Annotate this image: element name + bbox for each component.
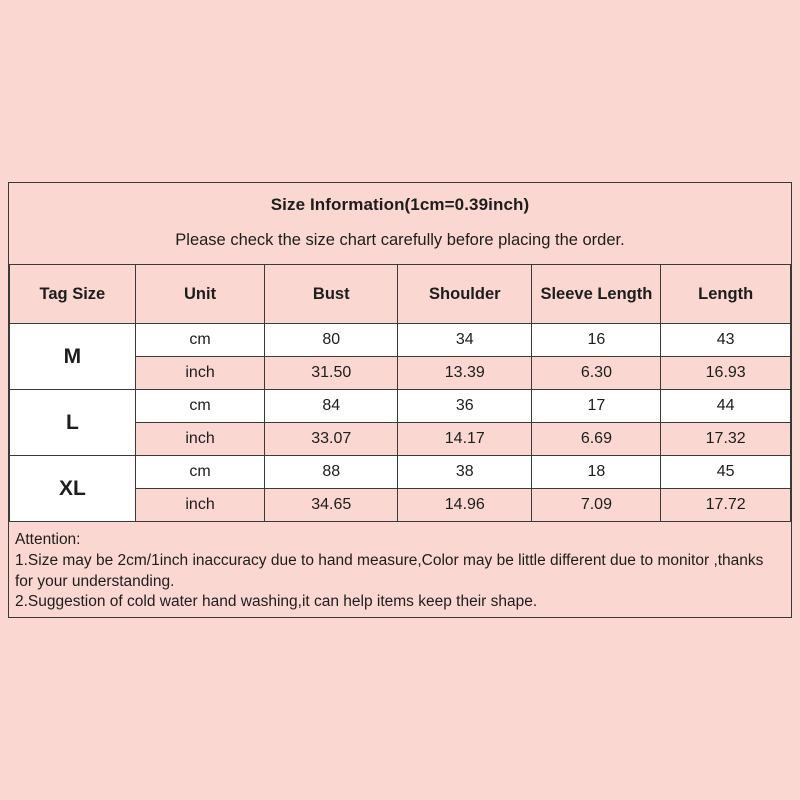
tag-size-cell: XL (10, 456, 136, 522)
sleeve-length-cell: 6.69 (532, 423, 661, 456)
bust-cell: 88 (265, 456, 398, 489)
shoulder-cell: 14.17 (398, 423, 532, 456)
length-cell: 43 (661, 324, 791, 357)
sleeve-length-cell: 7.09 (532, 489, 661, 522)
attention-notes (9, 522, 791, 613)
attention-line-2: 2.Suggestion of cold water hand washing,it can help items keep their shape. (15, 593, 538, 611)
shoulder-cell: 34 (398, 324, 532, 357)
shoulder-cell: 36 (398, 390, 532, 423)
tag-size-cell: M (10, 324, 136, 390)
column-header-sleeve-length: Sleeve Length (532, 265, 661, 324)
length-cell: 44 (661, 390, 791, 423)
length-cell: 45 (661, 456, 791, 489)
size-table (9, 264, 791, 522)
bust-cell: 84 (265, 390, 398, 423)
length-cell: 16.93 (661, 357, 791, 390)
bust-cell: 33.07 (265, 423, 398, 456)
page-subtitle: Please check the size chart carefully before placing the order. (175, 231, 625, 249)
table-row (10, 324, 791, 357)
table-row (10, 456, 791, 489)
column-header-unit: Unit (135, 265, 265, 324)
unit-cell: inch (135, 357, 265, 390)
sleeve-length-cell: 16 (532, 324, 661, 357)
unit-cell: cm (135, 456, 265, 489)
unit-cell: inch (135, 423, 265, 456)
column-header-shoulder: Shoulder (398, 265, 532, 324)
sleeve-length-cell: 17 (532, 390, 661, 423)
bust-cell: 34.65 (265, 489, 398, 522)
column-header-length: Length (661, 265, 791, 324)
unit-cell: cm (135, 324, 265, 357)
size-chart-frame (8, 182, 792, 618)
bust-cell: 80 (265, 324, 398, 357)
page-title: Size Information(1cm=0.39inch) (270, 195, 530, 214)
sleeve-length-cell: 6.30 (532, 357, 661, 390)
attention-line-1: 1.Size may be 2cm/1inch inaccuracy due to hand measure,Color may be little different due to monitor ,thanks for your understanding. (15, 551, 764, 590)
bust-cell: 31.50 (265, 357, 398, 390)
column-header-bust: Bust (265, 265, 398, 324)
unit-cell: cm (135, 390, 265, 423)
tag-size-cell: L (10, 390, 136, 456)
table-header-row (10, 265, 791, 324)
length-cell: 17.72 (661, 489, 791, 522)
attention-heading: Attention: (15, 531, 81, 548)
table-row (10, 390, 791, 423)
shoulder-cell: 13.39 (398, 357, 532, 390)
length-cell: 17.32 (661, 423, 791, 456)
column-header-tag-size: Tag Size (10, 265, 136, 324)
shoulder-cell: 14.96 (398, 489, 532, 522)
shoulder-cell: 38 (398, 456, 532, 489)
unit-cell: inch (135, 489, 265, 522)
sleeve-length-cell: 18 (532, 456, 661, 489)
